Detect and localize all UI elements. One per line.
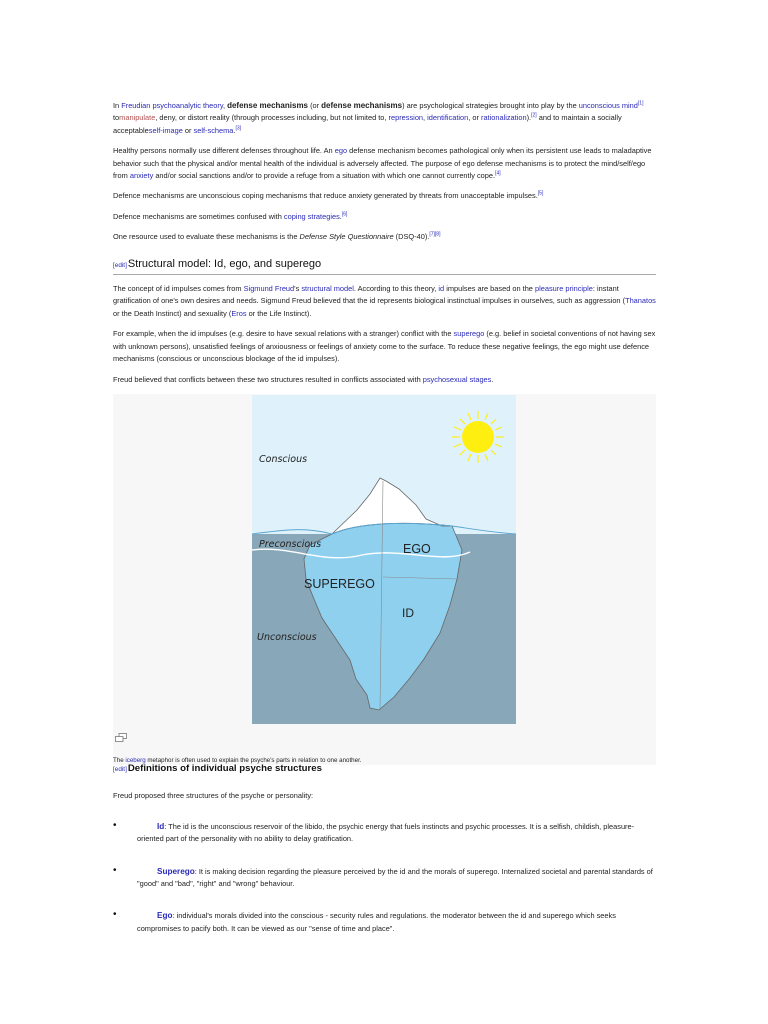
citation-6[interactable]: [6]: [341, 211, 348, 218]
link-unconscious-mind[interactable]: unconscious mind: [578, 101, 638, 110]
text: ,: [222, 101, 228, 110]
link-repression[interactable]: repression: [388, 113, 424, 123]
link-thanatos[interactable]: Thanatos: [625, 296, 656, 306]
section1-paragraph-2: [113, 328, 656, 365]
citation-1[interactable]: [1]: [637, 100, 644, 107]
text: or the Death Instinct) and sexuality (: [113, 308, 232, 318]
term-ego[interactable]: Ego: [157, 911, 173, 921]
section2-intro: Freud proposed three structures of the psyche or personality:: [113, 791, 314, 801]
section-title: Definitions of individual psyche structures: [127, 762, 322, 774]
text: defense mechanism becomes pathological only when its persistent use leads to maladaptive behavior such that the physical and/or mental health of the individual is adversely affected. The purpose of ego defense mechanisms is to protect the mind/self/ego from: [113, 146, 652, 181]
text: The: [113, 756, 126, 764]
text: For example, when the id impulses (e.g. desire to have sexual relations with a stranger) conflict with the: [113, 329, 454, 339]
intro-paragraph-3: [113, 190, 656, 202]
iceberg-figure: [113, 394, 656, 765]
text: to: [113, 113, 120, 123]
link-self-image[interactable]: self-image: [148, 125, 183, 135]
text: .: [491, 374, 494, 384]
bullet-icon: •: [113, 864, 117, 876]
intro-paragraph-5: [113, 231, 656, 243]
label-ego: EGO: [403, 541, 431, 556]
definition-text: : The id is the unconscious reservoir of the libido, the psychic energy that fuels instincts and psychic processes. It is a selfish, childish, pleasure-oriented part of the personality with no ability to delay gratification.: [137, 821, 635, 844]
text: 's: [294, 284, 302, 294]
text: .: [233, 125, 236, 135]
link-sigmund-freud[interactable]: Sigmund Freud: [243, 284, 295, 294]
section1-paragraph-3: [113, 374, 656, 386]
link-anxiety[interactable]: anxiety: [129, 171, 154, 181]
section-heading-structural-model: [113, 258, 656, 275]
section1-paragraph-1: [113, 283, 656, 320]
intro-paragraph-4: [113, 211, 656, 223]
link-iceberg[interactable]: iceberg: [125, 756, 146, 764]
link-self-schema[interactable]: self-schema: [193, 125, 234, 135]
definition-text: : individual's morals divided into the conscious - security rules and regulations. the moderator between the id and superego which seeks compromises to pacify both. It can be viewed as our "sense of time and place".: [137, 911, 616, 933]
section-title: Structural model: Id, ego, and superego: [127, 257, 322, 270]
text: Defence mechanisms are sometimes confused with: [113, 211, 284, 221]
list-item: [113, 821, 656, 846]
text: ).: [526, 113, 532, 123]
list-item: [113, 866, 656, 891]
text: impulses are based on the: [444, 284, 535, 294]
label-conscious: Conscious: [259, 453, 308, 465]
text: Freud believed that conflicts between these two structures resulted in conflicts associated with: [113, 374, 423, 384]
label-superego: SUPEREGO: [304, 576, 375, 591]
link-coping-strategies[interactable]: coping strategies: [283, 211, 340, 221]
edit-link[interactable]: [edit]: [113, 261, 127, 269]
section-heading-definitions: [113, 763, 656, 776]
edit-link[interactable]: [edit]: [113, 765, 127, 773]
italic-title: Defense Style Questionnaire: [299, 232, 394, 242]
bold-term: defense mechanisms: [321, 101, 403, 110]
text: Defence mechanisms are unconscious coping mechanisms that reduce anxiety generated by threats from unacceptable impulses.: [113, 191, 538, 201]
link-structural-model[interactable]: structural model: [301, 284, 354, 294]
text: or the Life Instinct).: [246, 308, 312, 318]
citation-7-8[interactable]: [7][8]: [429, 231, 441, 238]
link-eros[interactable]: Eros: [231, 308, 247, 318]
text: One resource used to evaluate these mechanisms is the: [113, 232, 300, 242]
text: . According to this theory,: [353, 284, 439, 294]
link-rationalization[interactable]: rationalization: [480, 113, 527, 123]
text: : instant gratification of one's own desires and needs. Sigmund Freud believed that the id represents biological instinctual impulses in ourselves, such as aggression (: [113, 284, 626, 306]
citation-5[interactable]: [5]: [537, 190, 544, 197]
text: , deny, or distort reality (through processes including, but not limited to,: [155, 113, 389, 123]
link-pleasure-principle[interactable]: pleasure principle: [534, 284, 593, 294]
bullet-icon: •: [113, 819, 117, 831]
text: ) are psychological strategies brought into play by the: [402, 101, 579, 110]
text: Healthy persons normally use different defenses throughout life. An: [113, 146, 335, 156]
text: (DSQ-40).: [393, 232, 430, 242]
sun-disc: [462, 421, 494, 453]
term-superego[interactable]: Superego: [157, 866, 195, 876]
text: , or: [468, 113, 481, 123]
bold-term: defense mechanisms: [227, 101, 309, 110]
text: ,: [423, 113, 428, 123]
text: and/or social sanctions and/or to provide a refuge from a situation with which one cannot currently cope.: [153, 171, 496, 181]
link-superego[interactable]: superego: [453, 329, 485, 339]
structures-list: [113, 821, 656, 935]
label-unconscious: Unconscious: [257, 631, 317, 643]
link-id[interactable]: id: [438, 284, 445, 294]
label-preconscious: Preconscious: [259, 538, 322, 550]
citation-3[interactable]: [3]: [235, 125, 241, 132]
link-manipulate[interactable]: manipulate: [119, 113, 156, 123]
text: The concept of id impulses comes from: [113, 284, 244, 294]
list-item: [113, 910, 656, 935]
term-id[interactable]: Id: [157, 821, 165, 831]
link-freudian-theory[interactable]: Freudian psychoanalytic theory: [121, 101, 223, 110]
citation-2[interactable]: [2]: [531, 112, 537, 119]
text: metaphor is often used to explain the psyche's parts in relation to one another.: [145, 756, 362, 764]
intro-paragraph-2: [113, 145, 656, 182]
link-identification[interactable]: identification: [427, 113, 469, 123]
citation-4[interactable]: [4]: [495, 170, 501, 177]
text: In: [113, 101, 122, 110]
label-id: ID: [402, 605, 414, 620]
link-ego[interactable]: ego: [334, 146, 348, 156]
intro-paragraph-1: [113, 100, 656, 137]
text: or: [182, 125, 194, 135]
text: (e.g. belief in societal conventions of not having sex with unknown persons), unsatisfied feelings of anxiousness or feelings of anxiety come to the surface. To reduce these negative feelings, the ego might use defence mechanisms (conscious or unconscious blockage of the id impulses).: [113, 329, 656, 364]
text: .: [339, 211, 342, 221]
article-body: [113, 100, 656, 955]
definition-text: : It is making decision regarding the pleasure perceived by the id and the morals of superego. Internalized societal and parental standards of "good" and "bad", "right" and "wrong" behaviour.: [137, 866, 653, 888]
enlarge-icon[interactable]: [115, 733, 127, 742]
text: and to maintain a socially acceptable: [113, 113, 622, 135]
text: (or: [308, 101, 322, 110]
iceberg-diagram[interactable]: [252, 395, 516, 724]
bullet-icon: •: [113, 909, 117, 921]
link-psychosexual-stages[interactable]: psychosexual stages: [422, 374, 492, 384]
